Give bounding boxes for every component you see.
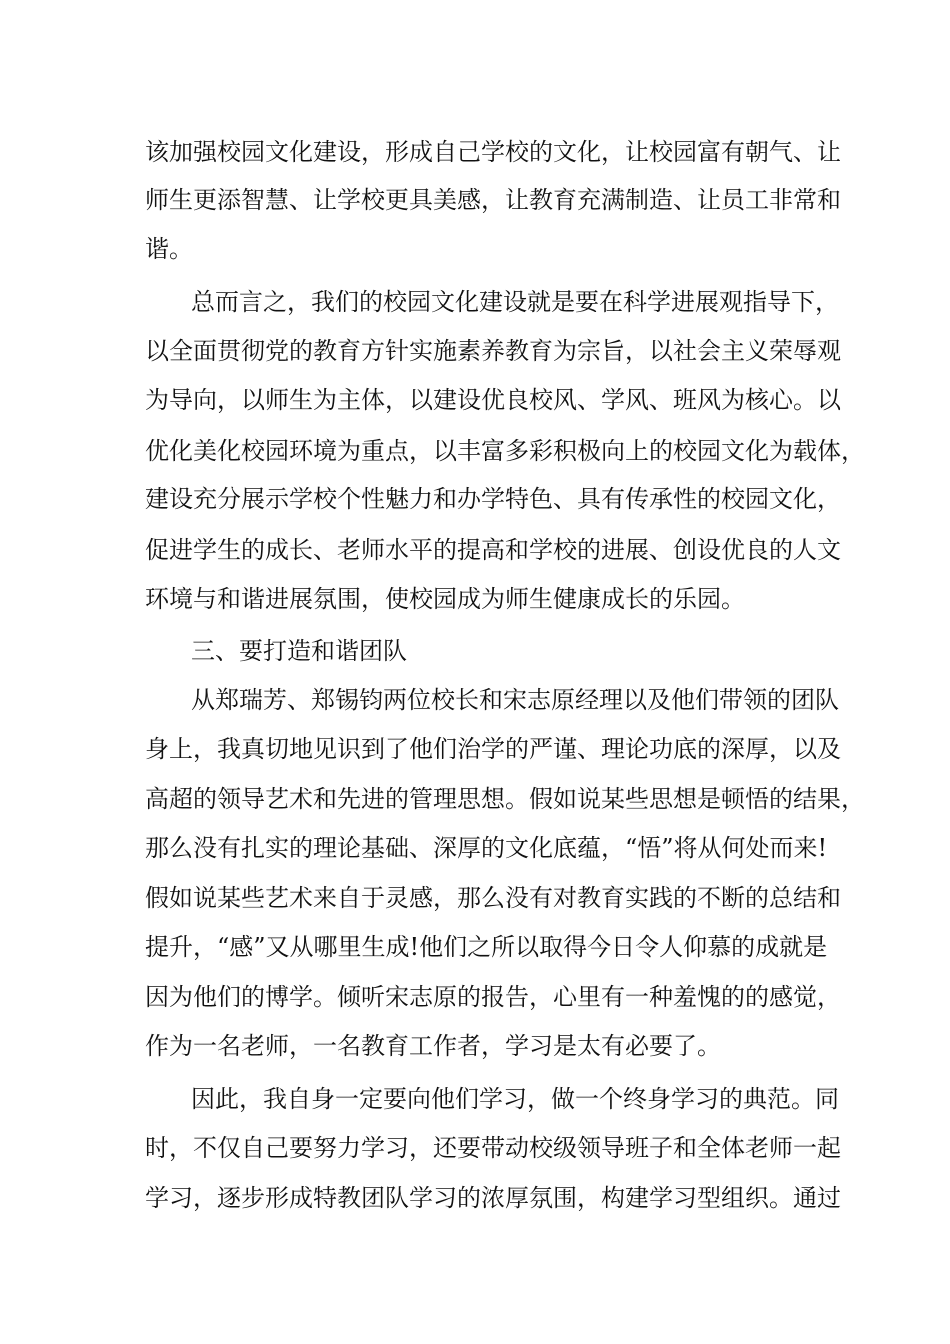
text-line: 谐。 [145, 235, 193, 263]
text-line: 时，不仅自己要努力学习，还要带动校级领导班子和全体老师一起 [145, 1134, 841, 1162]
text-line: 建设充分展示学校个性魅力和办学特色、具有传承性的校园文化， [145, 485, 841, 513]
text-line: 身上，我真切地见识到了他们治学的严谨、理论功底的深厚，以及 [145, 735, 841, 763]
section-heading: 三、要打造和谐团队 [191, 637, 407, 665]
text-line: 提升，“感”又从哪里生成!他们之所以取得今日令人仰慕的成就是 [145, 933, 828, 961]
text-line: 总而言之，我们的校园文化建设就是要在科学进展观指导下， [191, 288, 839, 316]
text-line: 学习，逐步形成特教团队学习的浓厚氛围，构建学习型组织。通过 [145, 1184, 841, 1212]
text-line: 假如说某些艺术来自于灵感，那么没有对教育实践的不断的总结和 [145, 884, 841, 912]
text-line: 该加强校园文化建设，形成自己学校的文化，让校园富有朝气、让 [145, 138, 841, 166]
text-line: 促进学生的成长、老师水平的提高和学校的进展、创设优良的人文 [145, 536, 841, 564]
text-line: 因此，我自身一定要向他们学习，做一个终身学习的典范。同 [191, 1085, 839, 1113]
text-line: 以全面贯彻党的教育方针实施素养教育为宗旨，以社会主义荣辱观 [145, 337, 841, 365]
text-line: 作为一名老师，一名教育工作者，学习是太有必要了。 [145, 1032, 721, 1060]
text-line: 环境与和谐进展氛围，使校园成为师生健康成长的乐园。 [145, 585, 745, 613]
text-line: 那么没有扎实的理论基础、深厚的文化底蕴，“悟”将从何处而来! [145, 834, 828, 862]
text-line: 高超的领导艺术和先进的管理思想。假如说某些思想是顿悟的结果， [145, 785, 865, 813]
text-line: 从郑瑞芳、郑锡钧两位校长和宋志原经理以及他们带领的团队 [191, 686, 839, 714]
text-line: 因为他们的博学。倾听宋志原的报告，心里有一种羞愧的的感觉， [145, 983, 841, 1011]
text-line: 为导向，以师生为主体，以建设优良校风、学风、班风为核心。以 [145, 386, 841, 414]
text-line: 优化美化校园环境为重点，以丰富多彩积极向上的校园文化为载体， [145, 437, 865, 465]
text-line: 师生更添智慧、让学校更具美感，让教育充满制造、让员工非常和 [145, 186, 841, 214]
